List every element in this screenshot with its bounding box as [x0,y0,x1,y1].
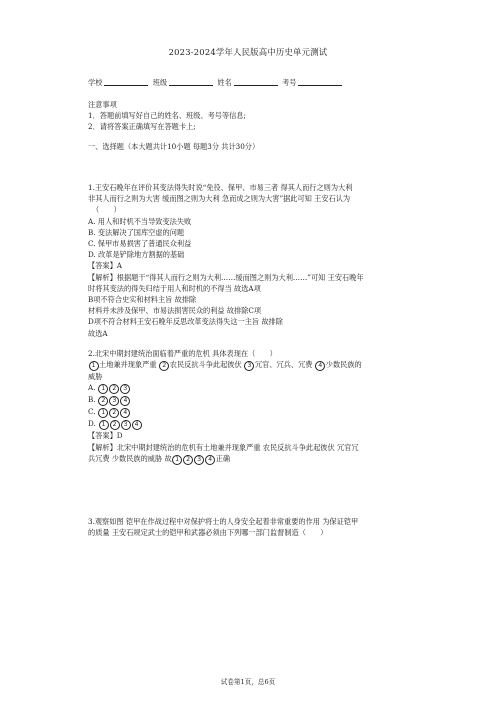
q2-option-c[interactable] [88,406,418,418]
q1-stem-line: 非其人而行之则为大害 缓而图之则为大利 急而成之则为大害”据此可知 王安石认为 [88,194,351,204]
circled-number: 3 [121,420,131,430]
exam-title: 2023-2024学年人民版高中历史单元测试 [168,47,328,57]
circled-number: 3 [244,361,254,371]
question-1 [88,182,418,339]
name-blank[interactable] [234,85,278,86]
circled-number: 2 [109,384,119,394]
school-label: 学校 [88,78,103,87]
q1-analysis-line: 故选A [88,328,108,338]
circled-number: 3 [109,396,119,406]
class-label: 班级 [152,78,168,87]
circled-number: 2 [159,361,169,371]
name-label: 姓名 [217,78,232,87]
school-blank[interactable] [104,85,148,86]
notes-item: 2．请将答案正确填写在答题卡上; [88,122,196,132]
student-info-line [88,78,344,88]
circled-number: 1 [89,361,99,371]
q2-option-b[interactable] [88,394,418,406]
circled-number: 2 [110,420,120,430]
q2-answer: 【答案】D [88,431,123,441]
circled-number: 4 [120,396,130,406]
q1-option-b[interactable]: B. 变法解决了国库空虚的问题 [88,227,185,237]
option-label: D. [88,419,99,429]
class-blank[interactable] [169,85,213,86]
q1-answer: 【答案】A [88,261,122,271]
q2-item-text: 土地兼并现象严重 [99,360,159,370]
exam-number-label: 考号 [282,78,297,87]
analysis-text: 兵冗费 少数民族的威胁 故 [88,453,172,463]
circled-number: 3 [120,384,130,394]
section-heading: 一、选择题（本大题共计10小题 每题3分 共计30分） [88,141,260,151]
circled-number: 1 [99,420,109,430]
notes-heading: 注意事项 [88,100,117,109]
circled-number: 2 [183,455,193,465]
q1-analysis-line: D项不符合材料王安石晚年反思改革变法得失这一主旨 故排除 [88,317,283,327]
q3-stem-line: 的质量 王安石规定武士的铠甲和武器必须由下列哪一部门监督制造（ ） [88,528,328,538]
circled-number: 2 [98,396,108,406]
q1-option-c[interactable]: C. 保甲市易损害了普通民众利益 [88,239,192,249]
notes-section [88,99,418,152]
circled-number: 4 [120,408,130,418]
notes-item: 1．答题前填写好自己的姓名、班级、考号等信息; [88,111,246,121]
option-label: B. [88,395,98,405]
circled-number: 4 [205,455,215,465]
circled-number: 4 [315,361,325,371]
q2-stem-line: 威胁 [88,372,103,382]
q2-analysis-line: 【解析】北宋中期封建统治的危机有土地兼并现象严重 农民反抗斗争此起彼伏 冗官冗 [88,442,359,452]
q2-option-d[interactable] [88,418,418,430]
q1-option-a[interactable]: A. 用人和时机不当导致变法失败 [88,216,192,226]
q1-analysis-line: 材料并未涉及保甲、市易法损害民众的利益 故排除C项 [88,306,262,316]
q1-analysis-line: 【解析】根据题干“得其人而行之则为大利……缓而图之则为大利……”可知 王安石晚年 [88,272,364,282]
q1-option-d[interactable]: D. 改革是铲除地方割据的基础 [88,250,185,260]
q2-item-text: 少数民族的 [325,360,362,370]
page-footer: 试卷第1页，总6页 [220,678,276,686]
circled-number: 2 [109,408,119,418]
q2-item-text: 冗官、冗兵、冗费 [254,360,315,370]
q2-stem-line: 2.北宋中期封建统治面临着严重的危机 具体表现在（ ） [88,349,277,358]
circled-number: 1 [98,384,108,394]
q2-stem-line [88,359,418,371]
question-3 [88,516,418,538]
question-2 [88,348,418,465]
circled-number: 1 [98,408,108,418]
q2-option-a[interactable] [88,382,418,394]
q1-analysis-line: 时将其变法的得失归结于用人和时机的不得当 故选A项 [88,283,261,293]
circled-number: 3 [194,455,204,465]
q2-item-text: 农民反抗斗争此起彼伏 [169,360,244,370]
circled-number: 4 [132,420,142,430]
q1-stem-line: 1.王安石晚年在评价其变法得失时说“免役、保甲、市易三者 得其人而行之则为大利 [88,183,353,192]
q1-stem-line: （ ） [92,205,121,215]
analysis-text: 正确 [215,453,231,463]
exam-number-blank[interactable] [298,85,342,86]
option-label: C. [88,407,98,417]
q1-analysis-line: B项不符合史实和材料主旨 故排除 [88,295,197,305]
option-label: A. [88,383,98,393]
circled-number: 1 [172,455,182,465]
q3-stem-line: 3.观察如图 铠甲在作战过程中对保护将士的人身安全起着非常重要的作用 为保证铠甲 [88,517,359,526]
q2-analysis-line [88,453,418,465]
